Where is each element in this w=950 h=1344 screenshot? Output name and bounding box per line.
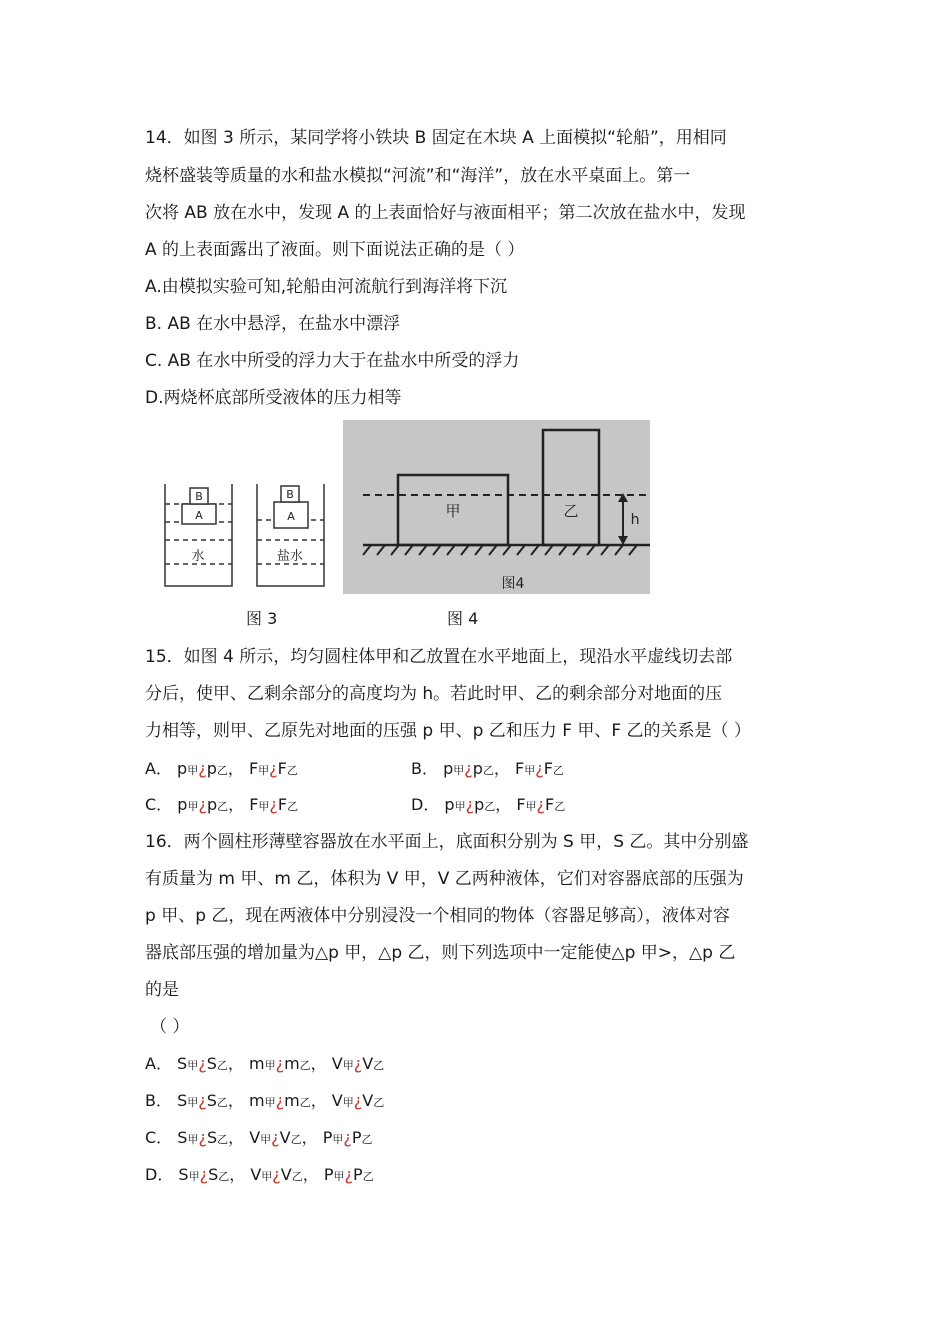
var: S — [177, 1128, 188, 1147]
q16-line-3: p 甲、p 乙，现在两液体中分别浸没一个相同的物体（容器足够高），液体对容 — [145, 906, 730, 926]
fig4-label-h: h — [630, 512, 640, 528]
broken-symbol: ¿ — [535, 759, 544, 778]
q15-line-2: 分后，使甲、乙剩余部分的高度均为 h。若此时甲、乙的剩余部分对地面的压 — [145, 684, 723, 704]
q14-option-b: B. AB 在水中悬浮，在盐水中漂浮 — [145, 314, 401, 334]
subscript: 甲 — [342, 1096, 354, 1109]
figure-3-caption: 图 3 — [246, 609, 278, 628]
var: V — [279, 1128, 291, 1147]
broken-symbol: ¿ — [465, 795, 475, 814]
subscript: 甲 — [524, 764, 536, 777]
broken-symbol: ¿ — [269, 759, 278, 778]
subscript: 甲 — [187, 764, 199, 777]
separator: ， — [227, 1054, 244, 1073]
var: V — [362, 1091, 374, 1110]
q16-option-a — [145, 1052, 384, 1078]
q14-line-4: A 的上表面露出了液面。则下面说法正确的是（ ） — [145, 240, 525, 260]
var: V — [280, 1165, 292, 1184]
subscript: 甲 — [187, 1059, 199, 1072]
separator: ， — [310, 1054, 327, 1073]
subscript: 乙 — [362, 1170, 374, 1183]
q16-line-4: 器底部压强的增加量为△p 甲，△p 乙，则下列选项中一定能使△p 甲>，△p 乙 — [145, 943, 736, 963]
q16-line-2: 有质量为 m 甲、m 乙，体积为 V 甲，V 乙两种液体，它们对容器底部的压强为 — [145, 869, 744, 889]
q16-line-1: 16．两个圆柱形薄壁容器放在水平面上，底面积分别为 S 甲，S 乙。其中分别盛 — [145, 832, 749, 852]
subscript: 甲 — [453, 764, 465, 777]
q16-option-d — [145, 1163, 374, 1189]
q14-line-1: 14．如图 3 所示，某同学将小铁块 B 固定在木块 A 上面模拟“轮船”，用相同 — [145, 128, 727, 148]
var: S — [177, 1054, 188, 1073]
separator: ， — [495, 795, 512, 814]
q14-line-3: 次将 AB 放在水中，发现 A 的上表面恰好与液面相平；第二次放在盐水中，发现 — [145, 203, 746, 223]
subscript: 甲 — [332, 1133, 344, 1146]
var: S — [206, 1054, 217, 1073]
var: S — [208, 1165, 219, 1184]
var: S — [206, 1128, 218, 1147]
var: p — [472, 759, 483, 778]
separator: ， — [310, 1091, 327, 1110]
fig4-label-yi: 乙 — [563, 502, 579, 520]
subscript: 乙 — [299, 1059, 311, 1072]
subscript: 乙 — [361, 1133, 373, 1146]
subscript: 乙 — [552, 764, 564, 777]
q14-line-2: 烧杯盛装等质量的水和盐水模拟“河流”和“海洋”，放在水平桌面上。第一 — [145, 166, 691, 186]
var: p — [206, 759, 217, 778]
q16-option-c — [145, 1126, 373, 1152]
fig4-inner-caption: 图4 — [501, 576, 525, 592]
subscript: 乙 — [287, 800, 299, 813]
var: p — [206, 795, 218, 814]
q14-option-a: A.由模拟实验可知,轮船由河流航行到海洋将下沉 — [145, 277, 508, 297]
option-letter: B． — [411, 759, 438, 778]
separator: ， — [227, 1091, 244, 1110]
option-letter: A． — [145, 1054, 172, 1073]
subscript: 乙 — [554, 800, 566, 813]
var: P — [351, 1128, 362, 1147]
broken-symbol: ¿ — [464, 759, 473, 778]
option-letter: A． — [145, 759, 172, 778]
subscript: 乙 — [216, 764, 228, 777]
q16-option-b — [145, 1089, 384, 1115]
var: p — [474, 795, 485, 814]
q16-line-5: 的是 — [145, 980, 179, 1000]
subscript: 甲 — [187, 1133, 199, 1146]
var: P — [322, 1128, 333, 1147]
separator: ， — [229, 1165, 246, 1184]
var: p — [443, 759, 454, 778]
subscript: 甲 — [260, 1133, 272, 1146]
broken-symbol: ¿ — [271, 1128, 280, 1147]
var: V — [362, 1054, 374, 1073]
subscript: 乙 — [373, 1059, 385, 1072]
option-letter: C． — [145, 795, 173, 814]
broken-symbol: ¿ — [272, 1165, 281, 1184]
option-letter: D． — [411, 795, 440, 814]
figure-3-beakers — [160, 482, 340, 592]
subscript: 乙 — [291, 1170, 303, 1183]
fig3-label-water: 水 — [191, 549, 205, 564]
fig3-label-a2: A — [287, 510, 295, 523]
fig3-label-brine: 盐水 — [276, 549, 304, 564]
broken-symbol: ¿ — [269, 795, 278, 814]
q14-option-c: C. AB 在水中所受的浮力大于在盐水中所受的浮力 — [145, 351, 520, 371]
var: m — [248, 1054, 265, 1073]
var: P — [353, 1165, 363, 1184]
figure-4-caption: 图 4 — [447, 609, 479, 628]
subscript: 甲 — [333, 1170, 345, 1183]
broken-symbol: ¿ — [353, 1091, 363, 1110]
broken-symbol: ¿ — [198, 1091, 207, 1110]
q15-option-a — [145, 757, 298, 783]
separator: ， — [301, 1128, 318, 1147]
separator: ， — [302, 1165, 319, 1184]
subscript: 乙 — [299, 1096, 311, 1109]
broken-symbol: ¿ — [275, 1054, 285, 1073]
subscript: 乙 — [484, 800, 496, 813]
fig3-label-b2: B — [286, 488, 294, 501]
q14-option-d: D.两烧杯底部所受液体的压力相等 — [145, 388, 402, 408]
q16-answer-bracket: （ ） — [150, 1017, 190, 1037]
option-letter: D． — [145, 1165, 174, 1184]
subscript: 甲 — [264, 1096, 276, 1109]
subscript: 甲 — [258, 764, 270, 777]
option-letter: B． — [145, 1091, 172, 1110]
subscript: 甲 — [258, 800, 270, 813]
broken-symbol: ¿ — [198, 1128, 207, 1147]
broken-symbol: ¿ — [199, 1165, 209, 1184]
var: S — [178, 1165, 189, 1184]
fig4-label-jia: 甲 — [445, 502, 461, 520]
subscript: 乙 — [482, 764, 494, 777]
var: V — [331, 1091, 343, 1110]
var: V — [331, 1054, 343, 1073]
separator: ， — [227, 759, 244, 778]
broken-symbol: ¿ — [536, 795, 546, 814]
separator: ， — [493, 759, 510, 778]
var: V — [250, 1165, 262, 1184]
var: F — [248, 759, 259, 778]
var: S — [177, 1091, 188, 1110]
subscript: 甲 — [525, 800, 537, 813]
var: p — [444, 795, 455, 814]
subscript: 甲 — [187, 800, 199, 813]
subscript: 乙 — [286, 764, 298, 777]
broken-symbol: ¿ — [198, 759, 207, 778]
q15-line-1: 15．如图 4 所示，均匀圆柱体甲和乙放置在水平地面上，现沿水平虚线切去部 — [145, 647, 733, 667]
var: m — [249, 1091, 265, 1110]
broken-symbol: ¿ — [198, 1054, 207, 1073]
q15-option-b — [411, 757, 564, 783]
subscript: 乙 — [373, 1096, 385, 1109]
subscript: 甲 — [454, 800, 466, 813]
separator: ， — [228, 1128, 245, 1147]
subscript: 乙 — [290, 1133, 302, 1146]
broken-symbol: ¿ — [344, 1165, 354, 1184]
var: m — [284, 1054, 300, 1073]
subscript: 乙 — [217, 800, 229, 813]
var: F — [515, 759, 525, 778]
broken-symbol: ¿ — [275, 1091, 285, 1110]
var: F — [516, 795, 526, 814]
subscript: 乙 — [216, 1059, 228, 1072]
subscript: 乙 — [218, 1170, 230, 1183]
subscript: 甲 — [261, 1170, 273, 1183]
var: F — [249, 795, 259, 814]
figure-4-cylinders — [343, 420, 650, 594]
var: F — [277, 795, 288, 814]
var: p — [177, 795, 188, 814]
option-letter: C． — [145, 1128, 173, 1147]
var: V — [249, 1128, 261, 1147]
subscript: 甲 — [187, 1096, 199, 1109]
subscript: 甲 — [264, 1059, 276, 1072]
q15-line-3: 力相等，则甲、乙原先对地面的压强 p 甲、p 乙和压力 F 甲、F 乙的关系是（ ） — [145, 721, 751, 741]
subscript: 甲 — [342, 1059, 354, 1072]
q15-option-c — [145, 793, 298, 819]
broken-symbol: ¿ — [353, 1054, 363, 1073]
fig3-label-a1: A — [195, 509, 203, 522]
var: S — [206, 1091, 217, 1110]
separator: ， — [228, 795, 245, 814]
var: P — [323, 1165, 334, 1184]
var: p — [177, 759, 188, 778]
fig3-label-b1: B — [195, 490, 203, 503]
var: F — [277, 759, 287, 778]
var: F — [543, 759, 553, 778]
subscript: 乙 — [217, 1133, 229, 1146]
subscript: 乙 — [216, 1096, 228, 1109]
broken-symbol: ¿ — [343, 1128, 352, 1147]
broken-symbol: ¿ — [198, 795, 207, 814]
var: m — [284, 1091, 300, 1110]
var: F — [545, 795, 555, 814]
subscript: 甲 — [188, 1170, 200, 1183]
q15-option-d — [411, 793, 565, 819]
